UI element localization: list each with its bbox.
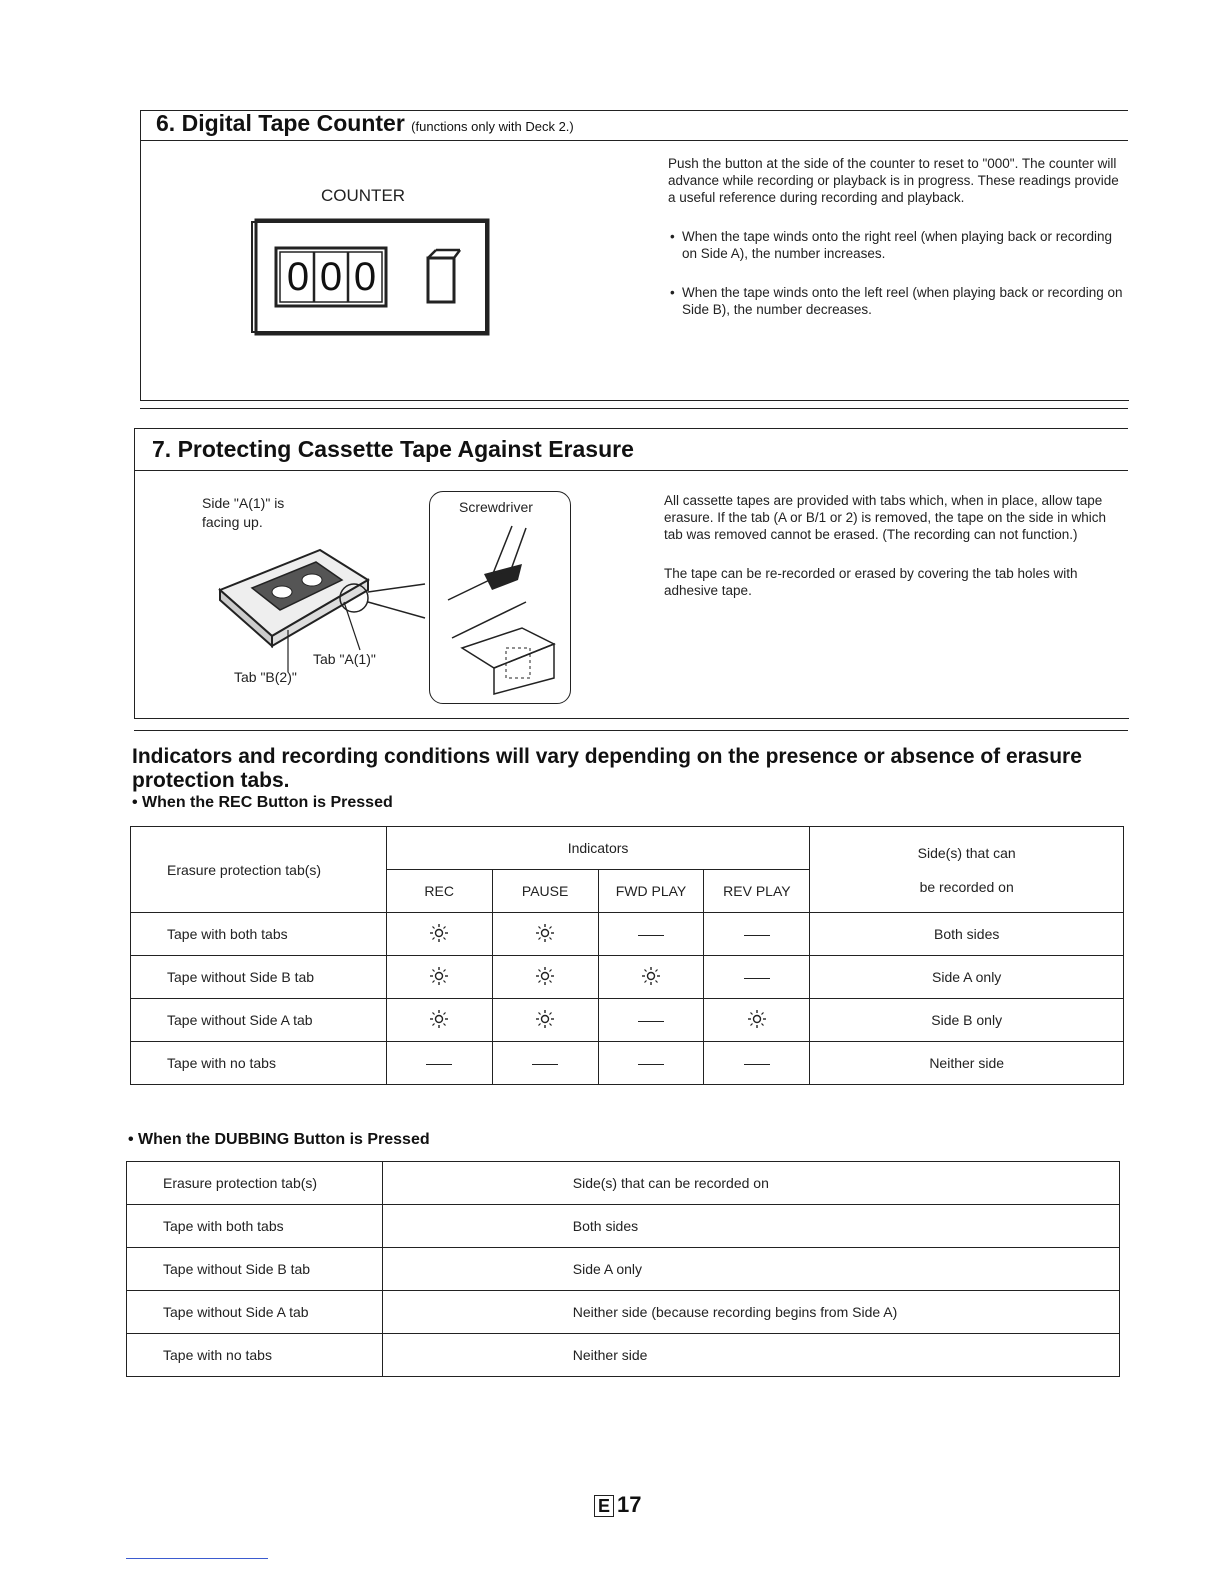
dub-table-subheading: • When the DUBBING Button is Pressed — [128, 1131, 430, 1148]
dub-row-sides: Neither side (because recording begins from Side A) — [382, 1291, 1119, 1334]
rec-header-indicators: Indicators — [386, 827, 810, 870]
lamp-on-icon — [534, 1009, 556, 1029]
counter-illustration — [250, 218, 490, 336]
tab-b-label: Tab "B(2)" — [234, 669, 297, 685]
dub-header-tab: Erasure protection tab(s) — [127, 1162, 383, 1205]
indicator-cell — [704, 956, 810, 999]
lamp-on-icon — [534, 923, 556, 943]
table-row — [127, 1291, 1120, 1334]
lamp-on-icon — [428, 1009, 450, 1029]
rec-header-sides — [810, 827, 1124, 913]
lamp-off-dash — [532, 1064, 558, 1065]
dub-table-header-row — [127, 1162, 1120, 1205]
lamp-off-dash — [744, 1064, 770, 1065]
lamp-off-dash — [744, 935, 770, 936]
lamp-off-dash — [638, 1021, 664, 1022]
table-row — [131, 913, 1124, 956]
section-7-paragraph-2: The tape can be re-recorded or erased by covering the tab holes with adhesive tape. — [664, 566, 1078, 598]
section-7-head-rule — [134, 470, 1128, 471]
rec-row-label: Tape without Side B tab — [131, 956, 387, 999]
indicator-cell — [598, 956, 704, 999]
section-6-head-rule — [140, 140, 1128, 141]
rec-header-col-rec: REC — [386, 870, 492, 913]
indicator-cell — [598, 999, 704, 1042]
section-6-bottom-rule — [140, 408, 1128, 409]
tab-pointer-lines — [280, 600, 380, 680]
indicator-cell — [492, 1042, 598, 1085]
rec-header-col-fwd-play: FWD PLAY — [598, 870, 704, 913]
rec-header-sides-line1: Side(s) that can — [917, 844, 1016, 861]
section-7-title: Protecting Cassette Tape Against Erasure — [177, 436, 634, 462]
page-number: 17 — [617, 1492, 642, 1517]
rec-header-col-rev-play: REV PLAY — [704, 870, 810, 913]
dub-row-label: Tape with no tabs — [127, 1334, 383, 1377]
indicator-cell — [386, 913, 492, 956]
table-row — [127, 1205, 1120, 1248]
section-6-number: 6. — [156, 110, 176, 136]
section-7-heading — [152, 436, 634, 463]
section-6-note: (functions only with Deck 2.) — [411, 119, 574, 134]
rec-row-label: Tape with no tabs — [131, 1042, 387, 1085]
counter-digit-2: 0 — [319, 255, 343, 299]
rec-row-label: Tape with both tabs — [131, 913, 387, 956]
rec-header-sides-line2: be recorded on — [919, 878, 1014, 895]
counter-digit-3: 0 — [353, 255, 377, 299]
lamp-off-dash — [744, 978, 770, 979]
lamp-off-dash — [426, 1064, 452, 1065]
screwdriver-label: Screwdriver — [459, 499, 533, 515]
indicator-cell — [386, 999, 492, 1042]
lamp-on-icon — [746, 1009, 768, 1029]
indicator-cell — [704, 913, 810, 956]
footer-link-line — [126, 1558, 268, 1559]
lamp-off-dash — [638, 1064, 664, 1065]
dub-row-label: Tape with both tabs — [127, 1205, 383, 1248]
section-7-top-rule — [134, 428, 1128, 429]
rec-table-subheading-text: When the REC Button is Pressed — [142, 794, 393, 811]
indicator-cell — [598, 913, 704, 956]
counter-label: COUNTER — [321, 186, 406, 205]
table-row — [127, 1248, 1120, 1291]
indicator-cell — [492, 913, 598, 956]
section-6-title: Digital Tape Counter — [181, 110, 405, 136]
lamp-on-icon — [534, 966, 556, 986]
dub-table-subheading-text: When the DUBBING Button is Pressed — [138, 1131, 430, 1148]
rec-table — [130, 826, 1124, 1085]
section-7-paragraph-1: All cassette tapes are provided with tabs which, when in place, allow tape erasure. If the tab (A or B/1 or 2) is removed, the tape on the side in which tab was removed cannot be erased. (The recording can not function.) — [664, 493, 1106, 542]
section-6-heading — [156, 110, 574, 137]
rec-header-col-pause: PAUSE — [492, 870, 598, 913]
section-6-bullet-2: • When the tape winds onto the left reel (when playing back or recording on Side B), the number decreases. — [668, 284, 1128, 318]
side-a-label-line1: Side "A(1)" is — [202, 495, 285, 511]
table-row — [127, 1334, 1120, 1377]
dub-row-sides: Side A only — [382, 1248, 1119, 1291]
rec-row-sides: Side A only — [810, 956, 1124, 999]
indicator-cell — [704, 1042, 810, 1085]
rec-row-sides: Both sides — [810, 913, 1124, 956]
indicator-cell — [704, 999, 810, 1042]
lamp-off-dash — [638, 935, 664, 936]
section-7-bottom-rule — [134, 730, 1128, 731]
page-footer — [594, 1492, 642, 1518]
section-7-number: 7. — [152, 436, 172, 462]
section-7-text — [664, 492, 1126, 621]
table-row — [131, 999, 1124, 1042]
table-row — [131, 956, 1124, 999]
section-6-bullet-1: • When the tape winds onto the right reel (when playing back or recording on Side A), the number increases. — [668, 228, 1128, 262]
screwdriver-drawing — [432, 518, 566, 698]
rec-row-sides: Neither side — [810, 1042, 1124, 1085]
rec-row-sides: Side B only — [810, 999, 1124, 1042]
indicator-cell — [386, 956, 492, 999]
tab-a-label: Tab "A(1)" — [313, 651, 376, 667]
dub-header-sides: Side(s) that can be recorded on — [382, 1162, 1119, 1205]
dub-row-sides: Neither side — [382, 1334, 1119, 1377]
dub-row-label: Tape without Side B tab — [127, 1248, 383, 1291]
indicator-cell — [598, 1042, 704, 1085]
rec-row-label: Tape without Side A tab — [131, 999, 387, 1042]
rec-table-header-row-1 — [131, 827, 1124, 870]
dub-table — [126, 1161, 1120, 1377]
side-a-label-line2: facing up. — [202, 514, 263, 530]
rec-table-subheading: • When the REC Button is Pressed — [132, 794, 393, 811]
lamp-on-icon — [428, 923, 450, 943]
lamp-on-icon — [640, 966, 662, 986]
section-6-intro: Push the button at the side of the counter to reset to "000". The counter will advance while recording or playback is in progress. These readings provide a useful reference during recording and playback. — [668, 156, 1119, 205]
indicator-cell — [492, 999, 598, 1042]
indicator-cell — [492, 956, 598, 999]
indicators-heading: Indicators and recording conditions will vary depending on the presence or absence of erasure protection tabs. — [132, 745, 1082, 792]
table-row — [131, 1042, 1124, 1085]
language-mark: E — [594, 1495, 614, 1517]
lamp-on-icon — [428, 966, 450, 986]
rec-header-tab: Erasure protection tab(s) — [131, 827, 387, 913]
section-6-text — [668, 155, 1128, 340]
dub-row-sides: Both sides — [382, 1205, 1119, 1248]
dub-row-label: Tape without Side A tab — [127, 1291, 383, 1334]
indicator-cell — [386, 1042, 492, 1085]
counter-digit-1: 0 — [286, 255, 310, 299]
